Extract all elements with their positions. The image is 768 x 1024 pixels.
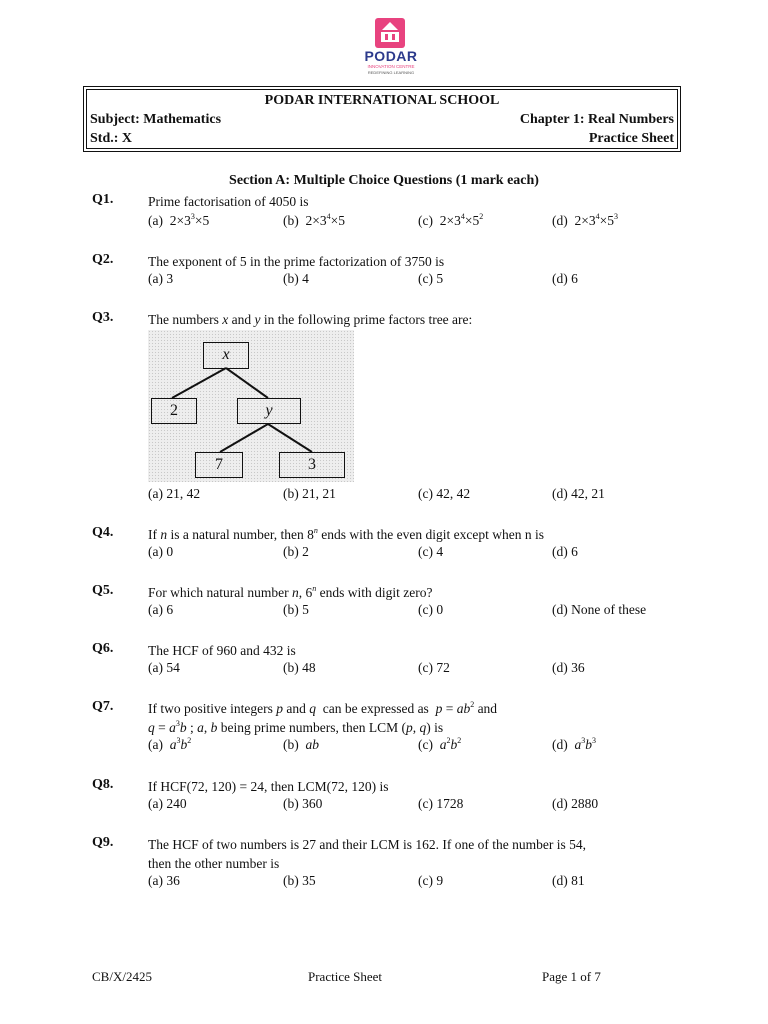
tree-node-x: x: [203, 342, 249, 369]
logo-brand: PODAR: [364, 48, 418, 64]
option-b: (b) 5: [283, 602, 309, 617]
options: [148, 486, 708, 505]
subject-label: Subject: Mathematics: [90, 112, 222, 127]
question-text: If n is a natural number, then 8$^n$ ends with the even digit except when n is: [148, 526, 544, 542]
options: [148, 544, 708, 563]
option-c: (c) 72: [418, 660, 450, 675]
question-number: Q2.: [92, 252, 114, 267]
section-title: Section A: Multiple Choice Questions (1 mark each): [229, 173, 539, 188]
tree-node-y: y: [237, 398, 301, 424]
option-b: (b) 21, 21: [283, 486, 336, 501]
option-c: (c) 0: [418, 602, 444, 617]
school-name: PODAR INTERNATIONAL SCHOOL: [264, 93, 500, 108]
option-b: (b) ab: [283, 737, 319, 752]
option-d: (d) 81: [552, 873, 585, 888]
question-text: The numbers x and y in the following prime factors tree are:: [148, 312, 473, 327]
option-a: (a) 3: [148, 271, 174, 286]
option-b: (b) 48: [283, 660, 316, 675]
chapter-label: Chapter 1: Real Numbers: [519, 112, 674, 127]
options: [148, 271, 708, 290]
option-d: (d) 36: [552, 660, 585, 675]
option-c: (c) 4: [418, 544, 444, 559]
footer-page: Page 1 of 7: [542, 969, 601, 984]
question-number: Q6.: [92, 641, 114, 656]
option-c: (c) 5: [418, 271, 444, 286]
option-d: (d) $a^3b^3$: [552, 736, 596, 752]
prime-factor-tree: [148, 330, 354, 482]
question-text: Prime factorisation of 4050 is: [148, 194, 309, 209]
std-label: Std.: X: [90, 131, 133, 146]
question-number: Q4.: [92, 525, 114, 540]
question-text: The HCF of two numbers is 27 and their LCM is 162. If one of the number is 54, then the other number is: [148, 837, 586, 871]
logo-mark-icon: [375, 18, 405, 48]
options: [148, 796, 708, 815]
question-number: Q9.: [92, 835, 114, 850]
option-d: (d) 42, 21: [552, 486, 605, 501]
option-a: (a) 240: [148, 796, 187, 811]
option-d: (d) $2\times 3^4\times 5^3$: [552, 212, 618, 228]
sheet-label: Practice Sheet: [588, 131, 674, 146]
option-a: (a) 0: [148, 544, 174, 559]
question-text: The HCF of 960 and 432 is: [148, 643, 296, 658]
question-number: Q5.: [92, 583, 114, 598]
question-number: Q1.: [92, 192, 114, 207]
tree-node-2: 2: [151, 398, 197, 424]
option-c: (c) $2\times 3^4\times 5^2$: [418, 212, 484, 228]
question-number: Q7.: [92, 699, 114, 714]
question-number: Q8.: [92, 777, 114, 792]
option-a: (a) 6: [148, 602, 174, 617]
option-c: (c) 9: [418, 873, 444, 888]
options: [148, 737, 708, 756]
std-row: [90, 131, 674, 147]
tree-node-3: 3: [279, 452, 345, 478]
question-text: The exponent of 5 in the prime factorization of 3750 is: [148, 254, 445, 269]
question-text: For which natural number n, 6$^n$ ends with digit zero?: [148, 584, 433, 600]
option-c: (c) 42, 42: [418, 486, 471, 501]
option-c: (c) $a^2b^2$: [418, 736, 462, 752]
footer-title: Practice Sheet: [308, 969, 382, 984]
subject-row: [90, 112, 674, 128]
option-a: (a) 21, 42: [148, 486, 201, 501]
options: [148, 213, 708, 232]
footer-code: CB/X/2425: [92, 969, 152, 984]
header-box: [83, 86, 681, 152]
logo-subtitle: INNOVATION CENTRE: [367, 64, 415, 69]
option-b: (b) 4: [283, 271, 309, 286]
logo-tagline: REDEFINING LEARNING: [367, 70, 415, 75]
tree-node-7: 7: [195, 452, 243, 478]
question-number: Q3.: [92, 310, 114, 325]
option-a: (a) $2\times 3^3\times 5$: [148, 212, 210, 228]
options: [148, 660, 708, 679]
option-c: (c) 1728: [418, 796, 464, 811]
option-b: (b) 35: [283, 873, 316, 888]
option-d: (d) None of these: [552, 602, 647, 617]
options: [148, 602, 708, 621]
option-a: (a) 54: [148, 660, 180, 675]
option-a: (a) $a^3b^2$: [148, 736, 192, 752]
question-text: If HCF(72, 120) = 24, then LCM(72, 120) is: [148, 779, 389, 794]
option-a: (a) 36: [148, 873, 180, 888]
option-d: (d) 2880: [552, 796, 599, 811]
option-b: (b) $2\times 3^4\times 5$: [283, 212, 345, 228]
option-d: (d) 6: [552, 544, 578, 559]
option-b: (b) 360: [283, 796, 323, 811]
question-text: If two positive integers p and q can be expressed as $p = ab^2$ and $q = a^3b$ ; a, b being prime numbers, then LCM (p, q) is: [148, 700, 498, 735]
podar-logo: [356, 18, 426, 74]
options: [148, 873, 708, 892]
option-d: (d) 6: [552, 271, 578, 286]
option-b: (b) 2: [283, 544, 309, 559]
